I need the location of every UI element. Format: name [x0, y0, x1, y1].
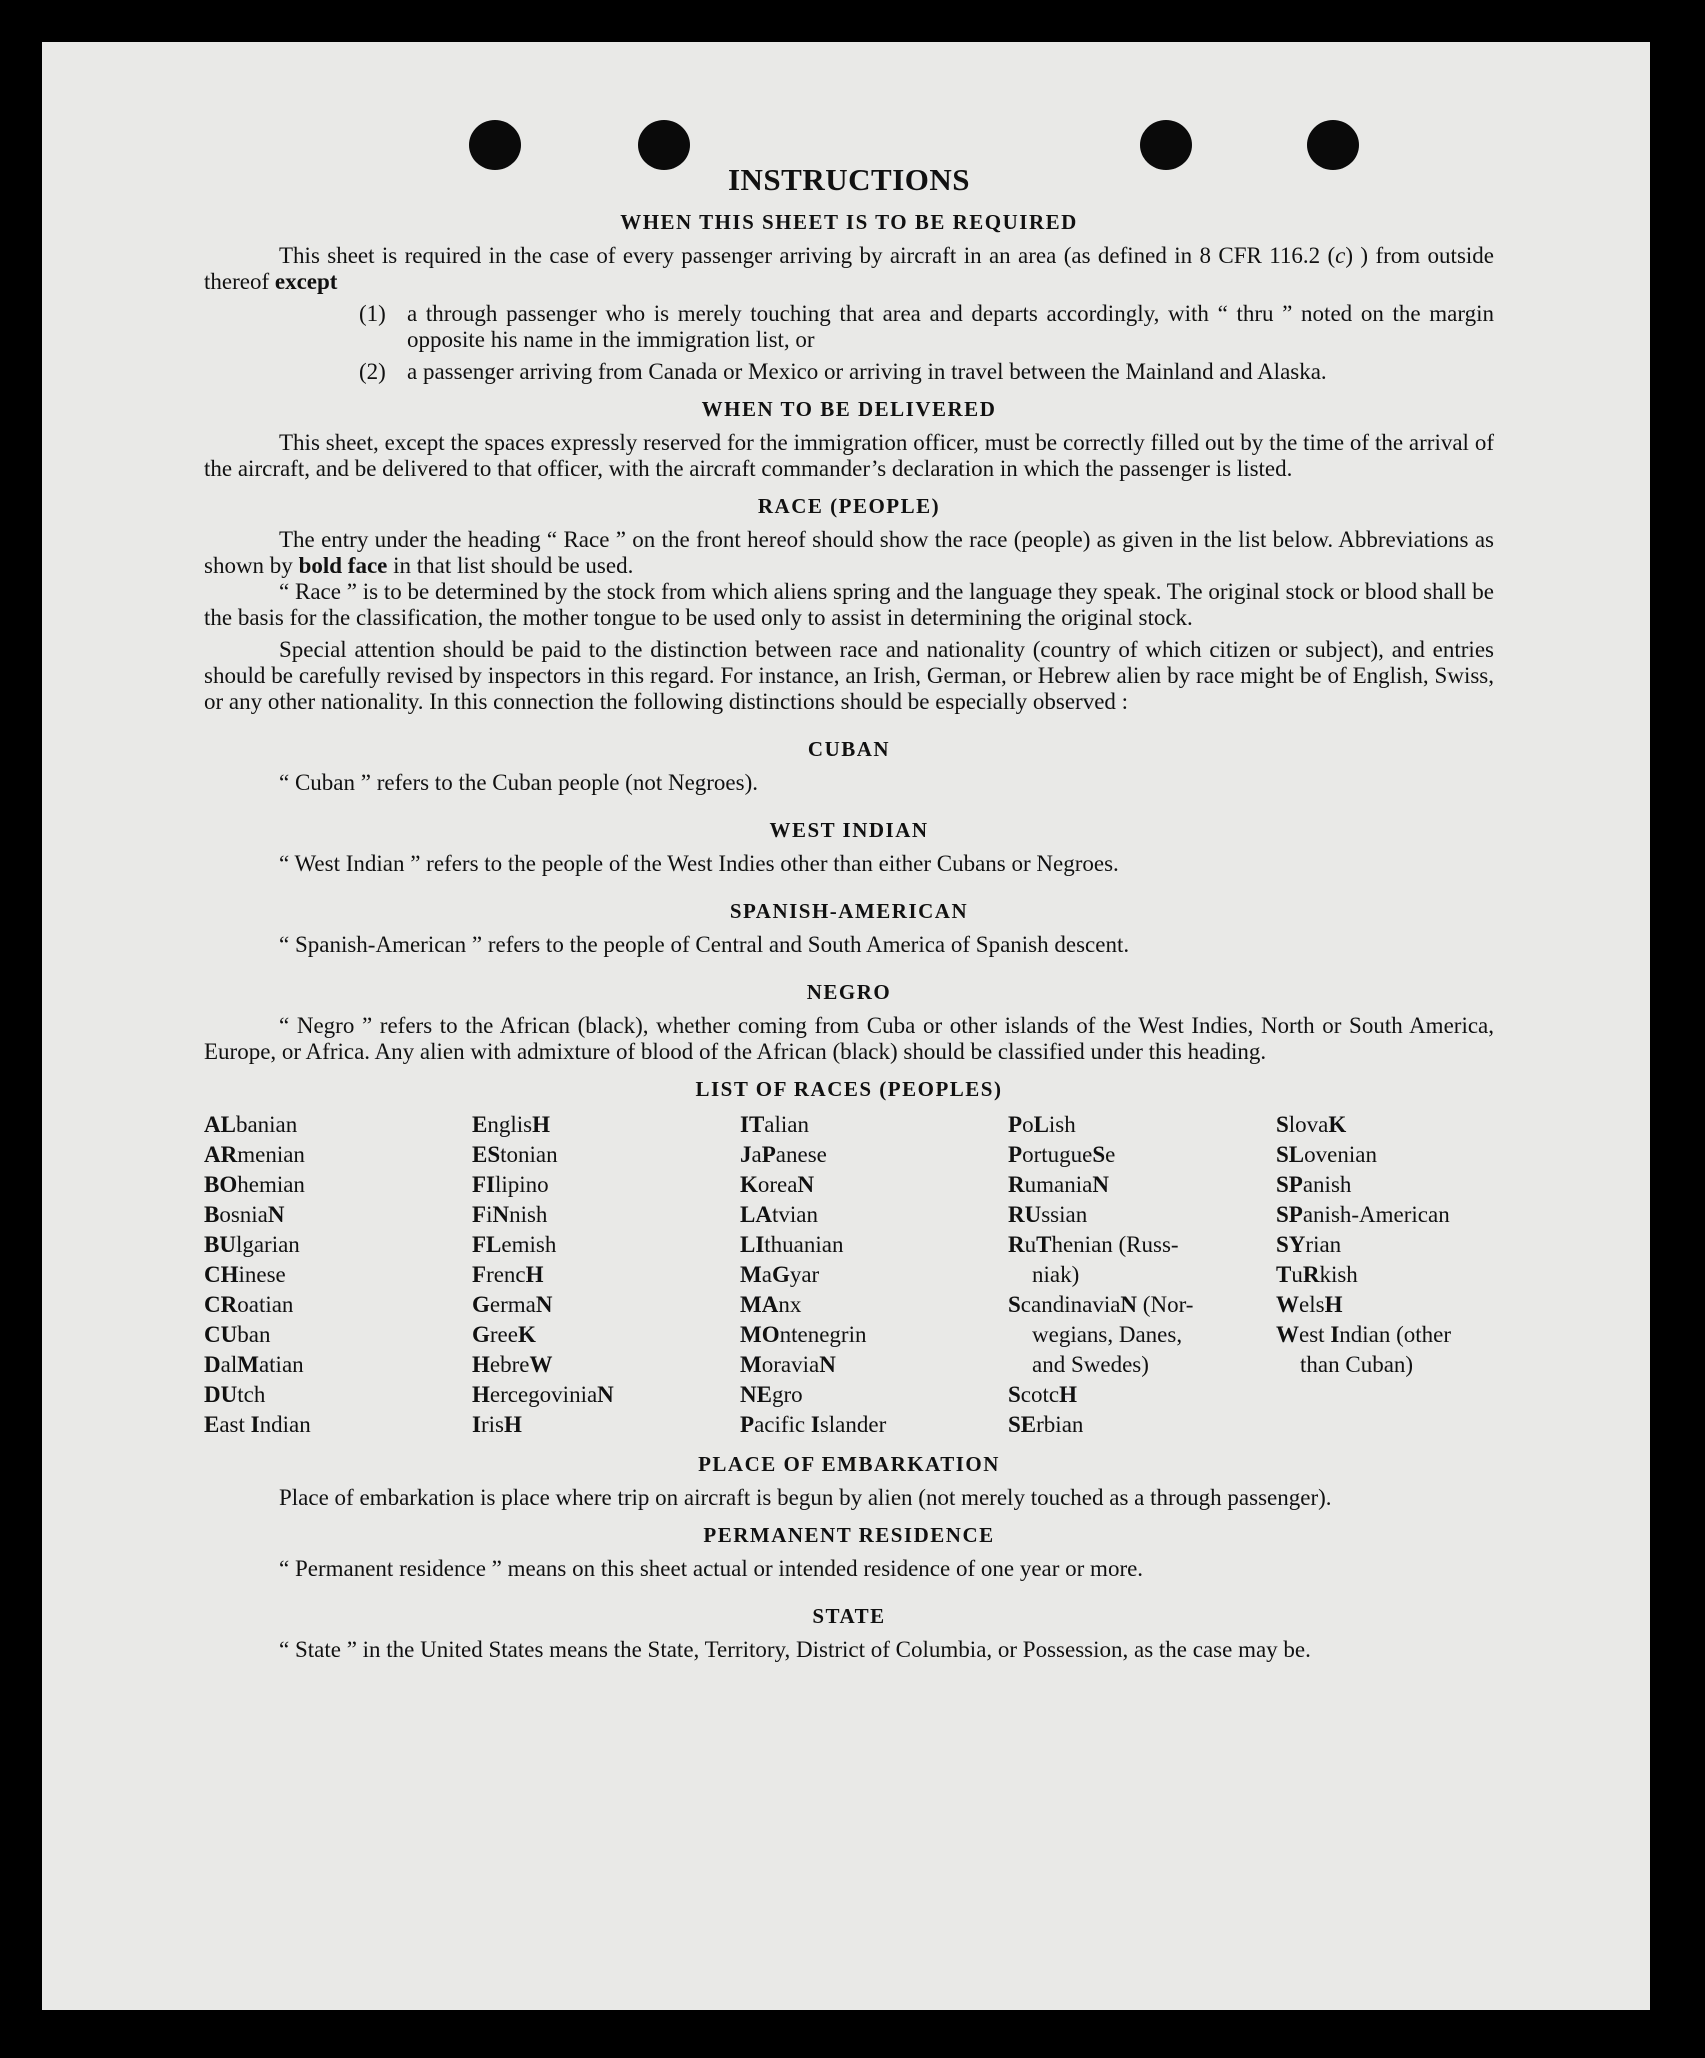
race-list — [204, 1110, 1494, 1440]
cuban-text: “ Cuban ” refers to the Cuban people (not Negroes). — [279, 770, 759, 795]
race-entry: CHinese — [204, 1262, 286, 1287]
exception-item: (1) a through passenger who is merely touching that area and departs accordingly, with “ thru ” noted on the margin opposite his name in the immigration list, or — [359, 301, 1494, 352]
race-entry: SPanish-American — [1276, 1202, 1450, 1227]
section-heading-residence: PERMANENT RESIDENCE — [703, 1523, 995, 1547]
race-paragraph-1: The entry under the heading “ Race ” on the front hereof should show the race (people) as given in the list below. Abbreviations as shown by bold face in that list should be used. — [204, 527, 1494, 578]
race-paragraph-3: Special attention should be paid to the distinction between race and nationality (country of which citizen or subject), and entries should be carefully revised by inspectors in this regard. For instance, an Irish, German, or Hebrew alien by race might be of English, Swiss, or any other nationality. In this connection the following distinctions should be especially observed : — [204, 637, 1494, 714]
page-title: INSTRUCTIONS — [727, 162, 970, 197]
race-entry: FiNnish — [472, 1202, 548, 1227]
race-entry: ScandinaviaN (Nor- wegians, Danes, and Swedes) — [1008, 1292, 1194, 1377]
race-column — [740, 1110, 1008, 1440]
section-heading-negro: NEGRO — [806, 980, 892, 1004]
section-heading-cuban: CUBAN — [807, 737, 891, 761]
race-entry: RumaniaN — [1008, 1172, 1109, 1197]
race-entry: CRoatian — [204, 1292, 294, 1317]
race-entry: RUssian — [1008, 1202, 1088, 1227]
race-entry: East Indian — [204, 1412, 311, 1437]
delivered-text: This sheet, except the spaces expressly reserved for the immigration officer, must be correctly filled out by the time of the arrival of the aircraft, and be delivered to that officer, with the aircraft commander’s declaration in which the passenger is listed. — [204, 430, 1494, 481]
race-entry: MoraviaN — [740, 1352, 836, 1377]
race-paragraph-2: “ Race ” is to be determined by the stock from which aliens spring and the language they speak. The original stock or blood shall be the basis for the classification, the mother tongue to be used only to assist in determining the original stock. — [204, 579, 1494, 630]
race-entry: GreeK — [472, 1322, 536, 1347]
race-entry: MaGyar — [740, 1262, 820, 1287]
state-text: “ State ” in the United States means the State, Territory, District of Columbia, or Possession, as the case may be. — [279, 1637, 1311, 1662]
section-heading-spanish-american: SPANISH-AMERICAN — [729, 899, 969, 923]
race-entry: RuThenian (Russ- niak) — [1008, 1232, 1179, 1287]
race-entry: JaPanese — [740, 1142, 827, 1167]
race-entry: ScotcH — [1008, 1382, 1077, 1407]
section-heading-delivered: WHEN TO BE DELIVERED — [701, 397, 997, 421]
race-entry: PortugueSe — [1008, 1142, 1116, 1167]
race-entry: BUlgarian — [204, 1232, 300, 1257]
race-entry: Pacific Islander — [740, 1412, 887, 1437]
document-sheet — [42, 42, 1650, 2010]
race-column — [204, 1110, 472, 1440]
race-entry: SPanish — [1276, 1172, 1352, 1197]
race-entry: SLovenian — [1276, 1142, 1377, 1167]
negro-text: “ Negro ” refers to the African (black), whether coming from Cuba or other islands of the West Indies, North or South America, Europe, or Africa. Any alien with admixture of blood of the African (black) should be classified under this heading. — [204, 1013, 1494, 1064]
embarkation-text: Place of embarkation is place where trip on aircraft is begun by alien (not merely touched as a through passenger). — [279, 1485, 1332, 1510]
race-entry: HebreW — [472, 1352, 553, 1377]
race-entry: MOntenegrin — [740, 1322, 867, 1347]
residence-text: “ Permanent residence ” means on this sheet actual or intended residence of one year or more. — [279, 1556, 1144, 1581]
race-column — [472, 1110, 740, 1440]
race-entry: EnglisH — [472, 1112, 550, 1137]
spanish-american-text: “ Spanish-American ” refers to the people of Central and South America of Spanish descent. — [279, 932, 1130, 957]
race-entry: BOhemian — [204, 1172, 305, 1197]
race-entry: SlovaK — [1276, 1112, 1347, 1137]
section-heading-west-indian: WEST INDIAN — [769, 818, 929, 842]
section-heading-required: WHEN THIS SHEET IS TO BE REQUIRED — [620, 210, 1078, 234]
race-entry: LIthuanian — [740, 1232, 844, 1257]
race-entry: TuRkish — [1276, 1262, 1358, 1287]
race-entry: WelsH — [1276, 1292, 1343, 1317]
race-entry: FIlipino — [472, 1172, 549, 1197]
exception-item: (2) a passenger arriving from Canada or Mexico or arriving in travel between the Mainland and Alaska. — [359, 359, 1327, 384]
race-entry: NEgro — [740, 1382, 803, 1407]
section-heading-state: STATE — [812, 1604, 886, 1628]
west-indian-text: “ West Indian ” refers to the people of the West Indies other than either Cubans or Negroes. — [279, 851, 1119, 876]
instructions-content — [204, 162, 1494, 1663]
race-entry: LAtvian — [740, 1202, 818, 1227]
section-heading-list: LIST OF RACES (PEOPLES) — [695, 1077, 1003, 1101]
section-heading-race: RACE (PEOPLE) — [757, 494, 941, 518]
race-entry: HercegoviniaN — [472, 1382, 614, 1407]
section-heading-embarkation: PLACE OF EMBARKATION — [698, 1452, 1000, 1476]
race-entry: BosniaN — [204, 1202, 285, 1227]
race-entry: SErbian — [1008, 1412, 1084, 1437]
race-entry: DUtch — [204, 1382, 266, 1407]
race-entry: GermaN — [472, 1292, 553, 1317]
race-column — [1276, 1110, 1494, 1440]
race-entry: FrencH — [472, 1262, 544, 1287]
race-column — [1008, 1110, 1276, 1440]
race-entry: SYrian — [1276, 1232, 1342, 1257]
race-entry: EStonian — [472, 1142, 558, 1167]
required-intro: This sheet is required in the case of every passenger arriving by aircraft in an area (as defined in 8 CFR 116.2 (c) ) from outside thereof except — [204, 243, 1494, 294]
race-entry: CUban — [204, 1322, 271, 1347]
race-entry: ALbanian — [204, 1112, 298, 1137]
race-entry: DalMatian — [204, 1352, 304, 1377]
race-entry: KoreaN — [740, 1172, 815, 1197]
race-entry: PoLish — [1008, 1112, 1076, 1137]
race-entry: FLemish — [472, 1232, 557, 1257]
race-entry: ITalian — [740, 1112, 809, 1137]
race-entry: MAnx — [740, 1292, 802, 1317]
race-entry: West Indian (other than Cuban) — [1276, 1322, 1452, 1377]
race-entry: IrisH — [472, 1412, 522, 1437]
race-entry: ARmenian — [204, 1142, 305, 1167]
